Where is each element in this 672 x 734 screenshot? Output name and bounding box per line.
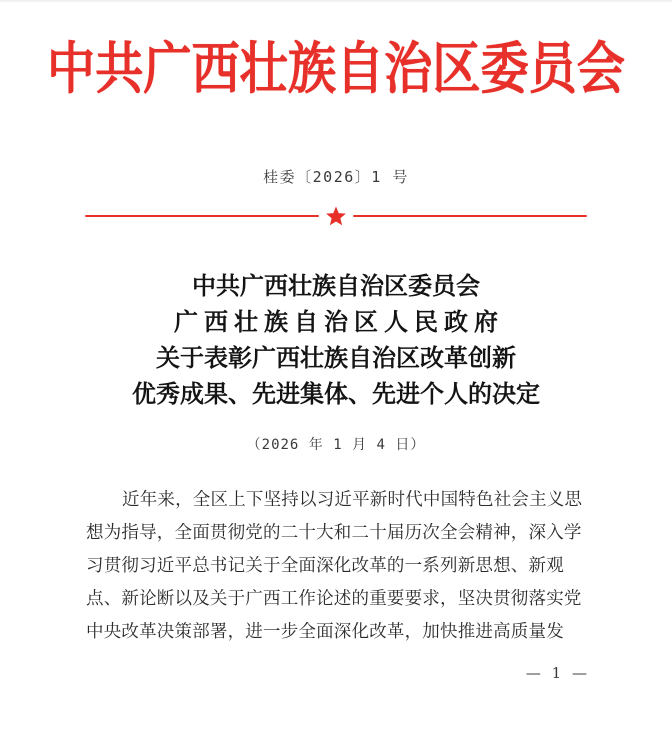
body-line: 点、新论断以及关于广西工作论述的重要要求，坚决贯彻落实党	[86, 589, 582, 609]
document-title-block	[0, 268, 672, 412]
red-star-icon	[319, 203, 353, 229]
document-masthead: 中共广西壮族自治区委员会	[47, 36, 625, 102]
page-number: — 1 —	[525, 664, 590, 682]
red-separator-rule	[85, 203, 587, 229]
document-title-line-2: 广西壮族自治区人民政府	[174, 307, 504, 336]
body-line: 近年来，全区上下坚持以习近平新时代中国特色社会主义思	[122, 490, 583, 510]
body-line: 想为指导，全面贯彻党的二十大和二十届历次全会精神，深入学	[86, 523, 582, 543]
body-line: 习贯彻习近平总书记关于全面深化改革的一系列新思想、新观	[86, 556, 564, 576]
document-title-line-4: 优秀成果、先进集体、先进个人的决定	[132, 379, 540, 408]
rule-line-left	[85, 215, 319, 218]
document-body	[86, 484, 590, 649]
document-title-line-3: 关于表彰广西壮族自治区改革创新	[156, 343, 516, 372]
document-date: （2026 年 1 月 4 日）	[246, 437, 426, 453]
body-line: 中央改革决策部署，进一步全面深化改革，加快推进高质量发	[86, 622, 564, 642]
rule-line-right	[353, 215, 587, 218]
document-number: 桂委〔2026〕1 号	[263, 168, 409, 186]
page-top-edge	[0, 0, 672, 3]
document-title-line-1: 中共广西壮族自治区委员会	[192, 271, 480, 300]
